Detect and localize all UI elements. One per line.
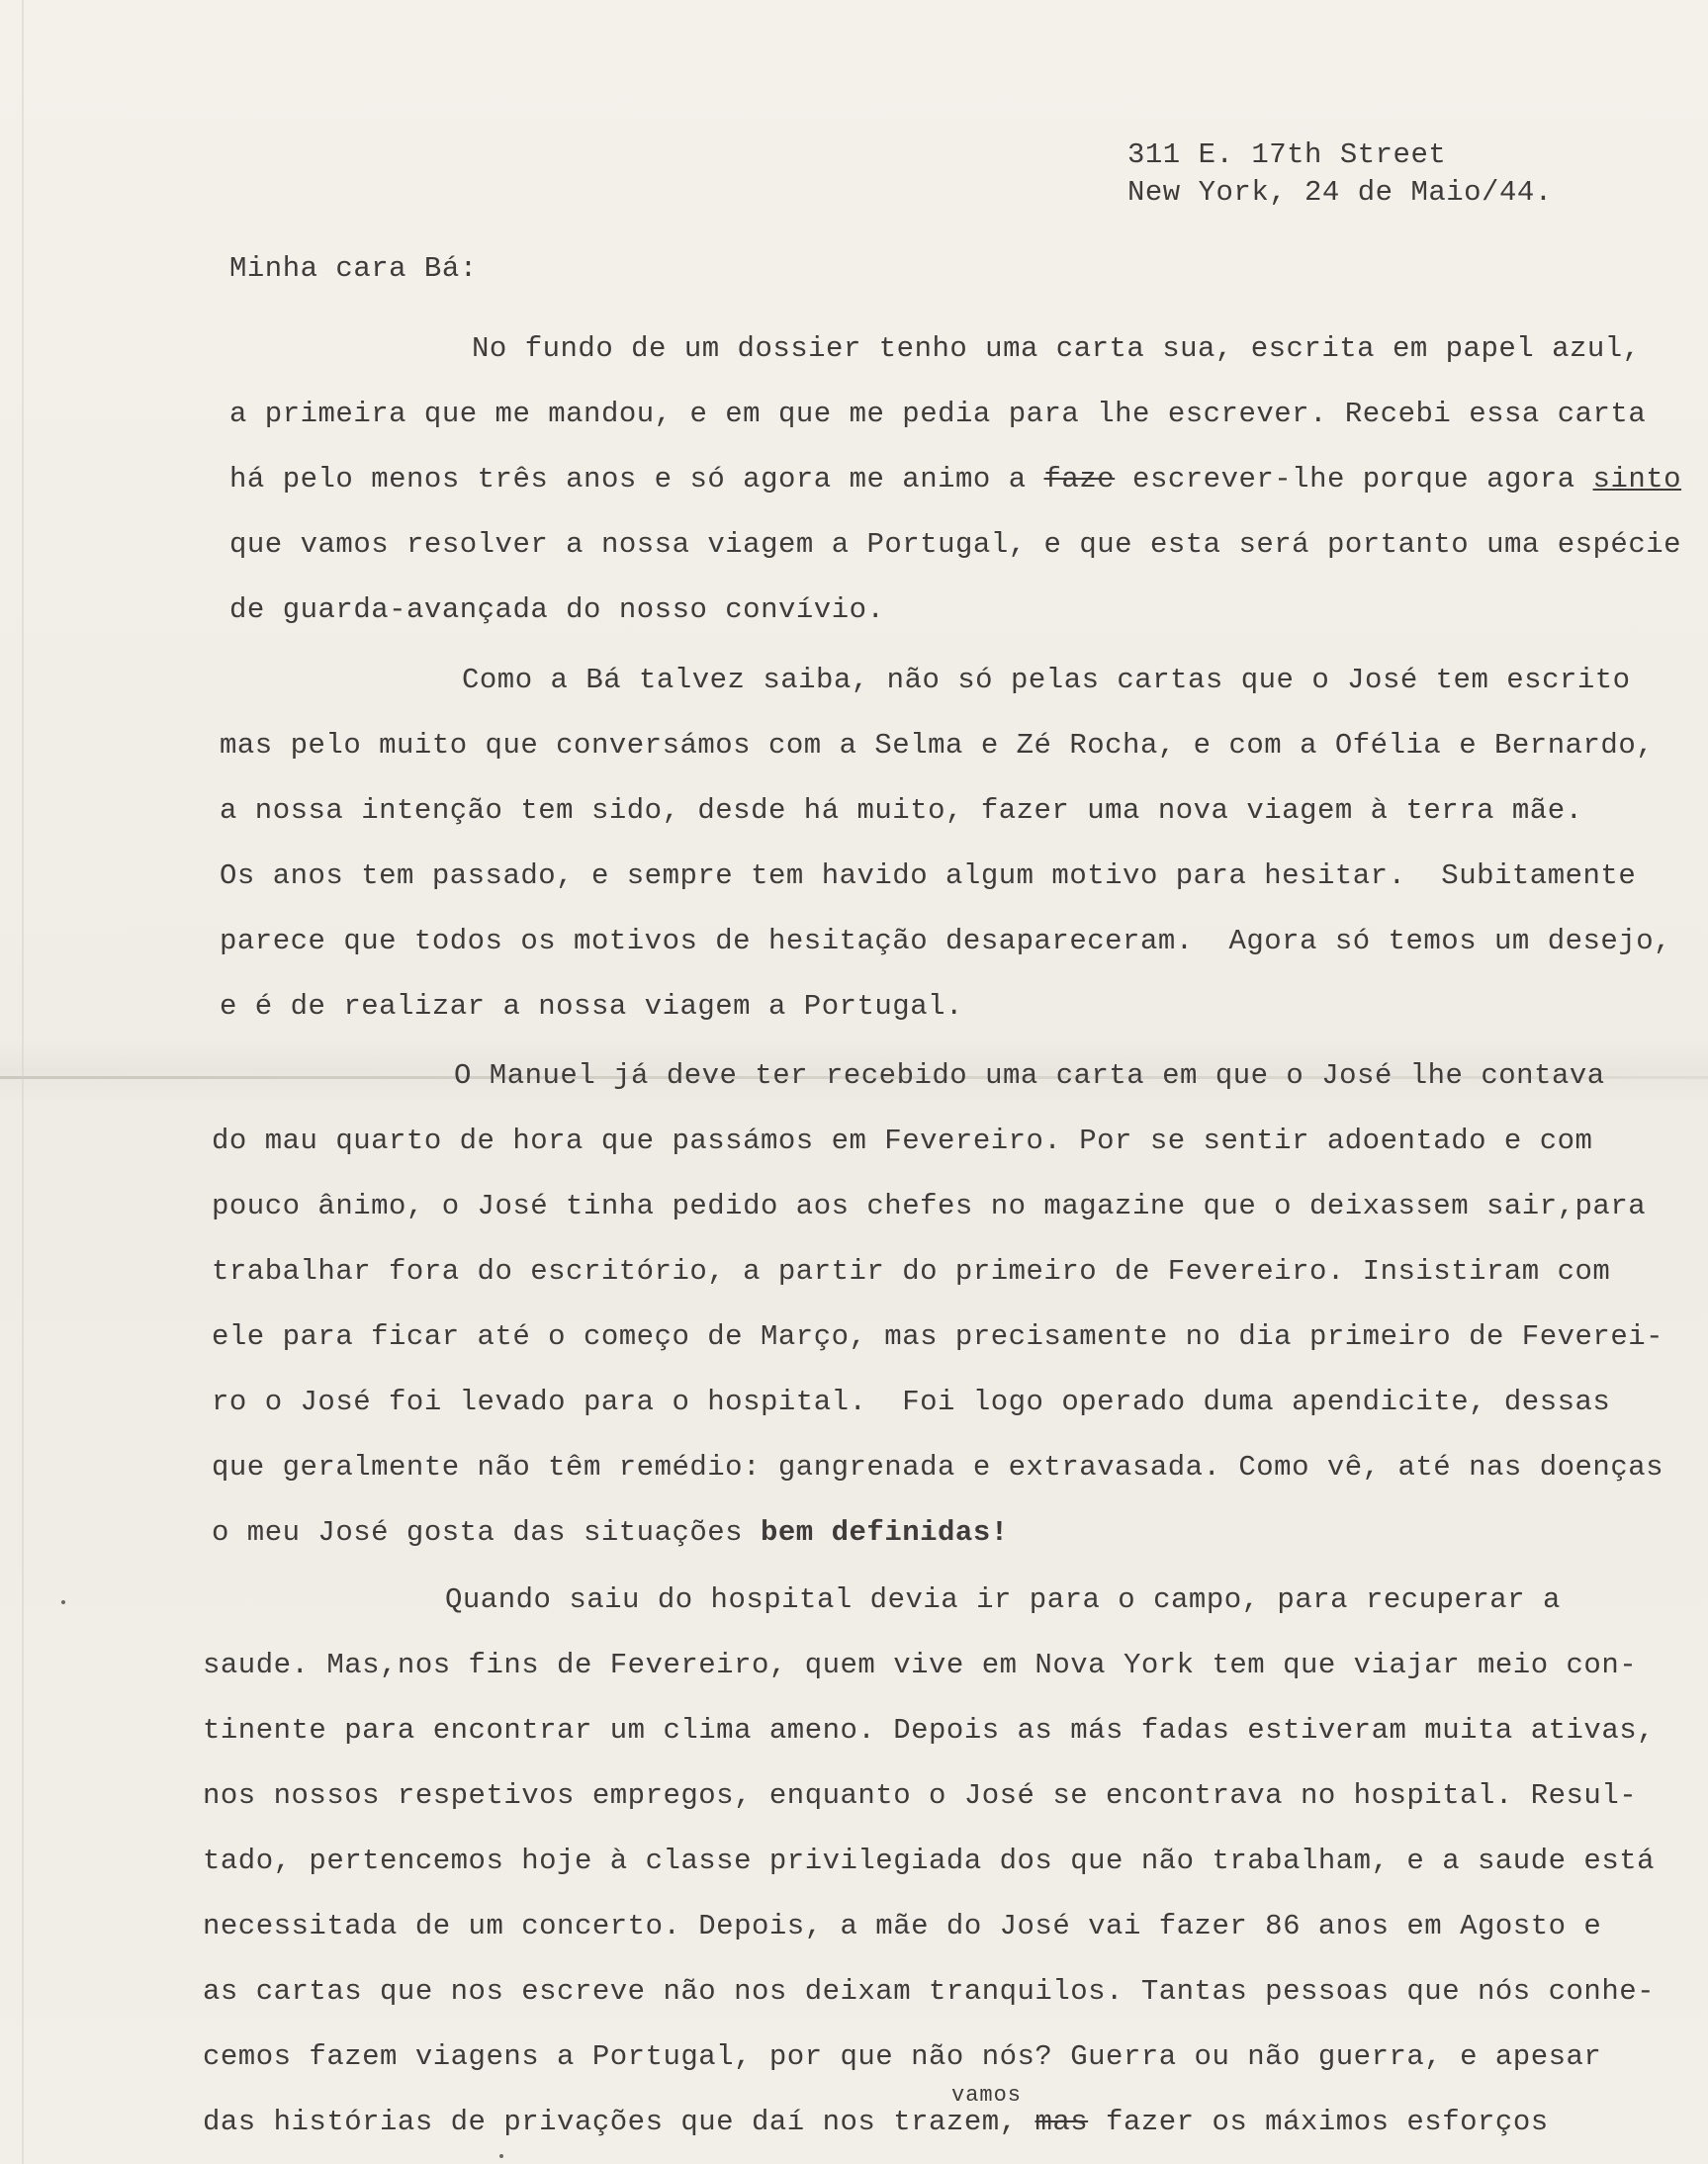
text-line: de guarda-avançada do nosso convívio. (229, 593, 885, 626)
text-line: a primeira que me mandou, e em que me pedia para lhe escrever. Recebi essa carta (229, 398, 1647, 430)
ink-speck (61, 1600, 65, 1604)
text-line: saude. Mas,nos fins de Fevereiro, quem vive em Nova York tem que viajar meio con- (203, 1649, 1638, 1681)
text-line: há pelo menos três anos e só agora me animo a faze escrever-lhe porque agora sinto (229, 463, 1682, 496)
text-line: pouco ânimo, o José tinha pedido aos chefes no magazine que o deixassem sair,para (212, 1190, 1647, 1222)
struck-word: faze (1043, 463, 1116, 496)
text-line: ele para ficar até o começo de Março, mas precisamente no dia primeiro de Feverei- (212, 1320, 1664, 1353)
text-line: do mau quarto de hora que passámos em Fevereiro. Por se sentir adoentado e com (212, 1125, 1593, 1157)
text-line: parece que todos os motivos de hesitação desapareceram. Agora só temos um desejo, (220, 925, 1672, 957)
text-line: mas pelo muito que conversámos com a Selma e Zé Rocha, e com a Ofélia e Bernardo, (220, 729, 1655, 762)
text-line: o meu José gosta das situações bem definidas! (212, 1516, 1009, 1549)
text-line: Quando saiu do hospital devia ir para o campo, para recuperar a (445, 1583, 1561, 1616)
text-line: e é de realizar a nossa viagem a Portugal. (220, 990, 963, 1023)
underlined-word: sinto (1592, 463, 1682, 496)
sender-address (1127, 136, 1553, 212)
text-line: que geralmente não têm remédio: gangrenada e extravasada. Como vê, até nas doenças (212, 1451, 1664, 1484)
text-line: necessitada de um concerto. Depois, a mãe do José vai fazer 86 anos em Agosto e (203, 1910, 1602, 1942)
text-line: Os anos tem passado, e sempre tem havido algum motivo para hesitar. Subitamente (220, 859, 1637, 892)
text-line: a nossa intenção tem sido, desde há muito, fazer uma nova viagem à terra mãe. (220, 794, 1583, 827)
text-line: No fundo de um dossier tenho uma carta sua, escrita em papel azul, (472, 332, 1641, 365)
address-street: 311 E. 17th Street (1127, 138, 1447, 171)
text-line: tinente para encontrar um clima ameno. Depois as más fadas estiveram muita ativas, (203, 1714, 1656, 1747)
paragraph-2 (220, 648, 1672, 1039)
struck-word: mas (1034, 2106, 1089, 2138)
text-line: que vamos resolver a nossa viagem a Portugal, e que esta será portanto uma espécie (229, 528, 1682, 561)
text-line: O Manuel já deve ter recebido uma carta em que o José lhe contava (454, 1059, 1605, 1092)
ink-speck (499, 2154, 503, 2158)
text-line: Como a Bá talvez saiba, não só pelas cartas que o José tem escrito (462, 664, 1631, 696)
paragraph-1 (229, 316, 1682, 643)
text-line: as cartas que nos escreve não nos deixam tranquilos. Tantas pessoas que nós conhe- (203, 1975, 1656, 2008)
paragraph-3 (212, 1043, 1664, 1566)
emphasized-text: bem definidas! (761, 1516, 1009, 1549)
paragraph-4 (203, 1568, 1656, 2155)
text-line: das histórias de privações que daí nos trazem, mas fazer os máximos esforços (203, 2106, 1549, 2138)
paper-crease (22, 0, 24, 2164)
inserted-correction: vamos (951, 2083, 1023, 2108)
greeting: Minha cara Bá: (229, 252, 478, 285)
text-line: ro o José foi levado para o hospital. Foi logo operado duma apendicite, dessas (212, 1386, 1611, 1418)
text-line: trabalhar fora do escritório, a partir do primeiro de Fevereiro. Insistiram com (212, 1255, 1611, 1288)
text-line: nos nossos respetivos empregos, enquanto o José se encontrava no hospital. Resul- (203, 1779, 1638, 1812)
text-line: tado, pertencemos hoje à classe privilegiada dos que não trabalham, e a saude está (203, 1845, 1656, 1877)
text-line: cemos fazem viagens a Portugal, por que não nós? Guerra ou não guerra, e apesar (203, 2040, 1602, 2073)
address-city-date: New York, 24 de Maio/44. (1127, 176, 1553, 209)
